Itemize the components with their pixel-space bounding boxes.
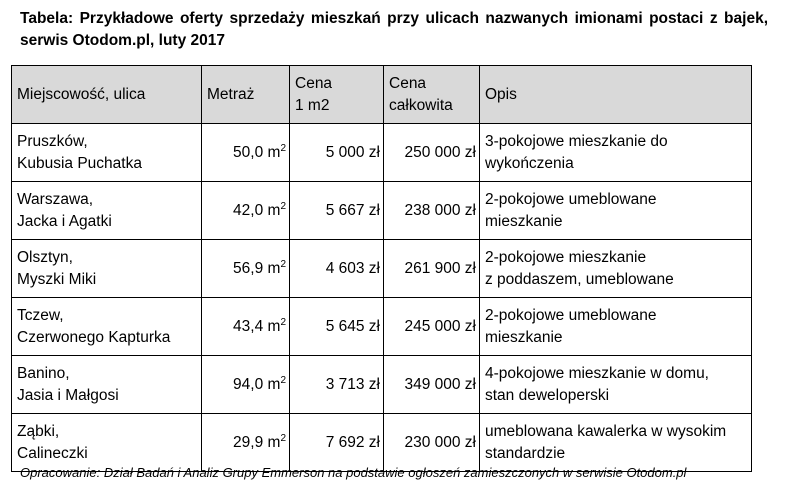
- cell-description: [480, 240, 752, 298]
- city-name: Tczew,: [17, 306, 64, 324]
- area-value: 43,4: [233, 317, 264, 335]
- cell-city-street: [12, 124, 202, 182]
- area-unit: m: [267, 143, 281, 161]
- cell-price-total: 245 000 zł: [384, 298, 480, 356]
- description-line1: umeblowana kawalerka w wysokim: [485, 422, 727, 440]
- header-row: [12, 66, 752, 124]
- description-line1: 2-pokojowe umeblowane: [485, 190, 657, 208]
- city-name: Olsztyn,: [17, 248, 73, 266]
- cell-description: [480, 124, 752, 182]
- header-price-m2: [290, 66, 384, 124]
- cell-description: [480, 356, 752, 414]
- cell-price-m2: 3 713 zł: [290, 356, 384, 414]
- street-name: Jacka i Agatki: [17, 212, 112, 230]
- header-price-m2-line2: 1 m2: [295, 96, 330, 114]
- table-title: Tabela: Przykładowe oferty sprzedaży mieszkań przy ulicach nazwanych imionami postaci z bajek, serwis Otodom.pl, luty 2017: [20, 10, 768, 49]
- area-value: 29,9: [233, 433, 264, 451]
- header-price-total-line2: całkowita: [389, 96, 453, 114]
- cell-city-street: [12, 240, 202, 298]
- cell-price-total: 238 000 zł: [384, 182, 480, 240]
- street-name: Myszki Miki: [17, 270, 97, 288]
- cell-city-street: [12, 298, 202, 356]
- area-unit-exponent: 2: [280, 374, 286, 386]
- area-unit: m: [267, 375, 281, 393]
- description-line2: mieszkanie: [485, 328, 563, 346]
- city-name: Banino,: [17, 364, 70, 382]
- area-value: 42,0: [233, 201, 264, 219]
- cell-price-m2: 7 692 zł: [290, 414, 384, 472]
- cell-area: [202, 414, 290, 472]
- cell-price-m2: 5 667 zł: [290, 182, 384, 240]
- table-row: [12, 298, 752, 356]
- city-name: Warszawa,: [17, 190, 94, 208]
- description-line2: z poddaszem, umeblowane: [485, 270, 674, 288]
- street-name: Jasia i Małgosi: [17, 386, 119, 404]
- area-unit-exponent: 2: [280, 142, 286, 154]
- cell-area: [202, 182, 290, 240]
- header-description: Opis: [480, 66, 752, 124]
- cell-area: [202, 240, 290, 298]
- city-name: Ząbki,: [17, 422, 60, 440]
- description-line2: stan deweloperski: [485, 386, 610, 404]
- header-price-total-line1: Cena: [389, 74, 427, 92]
- cell-price-m2: 5 645 zł: [290, 298, 384, 356]
- cell-price-total: 349 000 zł: [384, 356, 480, 414]
- cell-price-total: 250 000 zł: [384, 124, 480, 182]
- table-row: [12, 124, 752, 182]
- cell-price-total: 230 000 zł: [384, 414, 480, 472]
- header-price-total: [384, 66, 480, 124]
- cell-description: [480, 182, 752, 240]
- header-area: Metraż: [202, 66, 290, 124]
- cell-price-total: 261 900 zł: [384, 240, 480, 298]
- table-row: [12, 240, 752, 298]
- cell-description: [480, 414, 752, 472]
- cell-city-street: [12, 356, 202, 414]
- area-unit-exponent: 2: [280, 258, 286, 270]
- street-name: Calineczki: [17, 444, 88, 462]
- header-city-street: Miejscowość, ulica: [12, 66, 202, 124]
- cell-city-street: [12, 182, 202, 240]
- description-line1: 2-pokojowe mieszkanie: [485, 248, 647, 266]
- cell-city-street: [12, 414, 202, 472]
- street-name: Czerwonego Kapturka: [17, 328, 171, 346]
- area-unit: m: [267, 317, 281, 335]
- area-unit: m: [267, 259, 281, 277]
- cell-area: [202, 356, 290, 414]
- cell-price-m2: 5 000 zł: [290, 124, 384, 182]
- description-line2: standardzie: [485, 444, 566, 462]
- area-unit: m: [267, 201, 281, 219]
- description-line1: 3-pokojowe mieszkanie do: [485, 132, 668, 150]
- table-row: [12, 414, 752, 472]
- header-price-m2-line1: Cena: [295, 74, 333, 92]
- description-line2: mieszkanie: [485, 212, 563, 230]
- cell-area: [202, 298, 290, 356]
- table-row: [12, 182, 752, 240]
- description-line1: 2-pokojowe umeblowane: [485, 306, 657, 324]
- table-row: [12, 356, 752, 414]
- cell-area: [202, 124, 290, 182]
- area-unit-exponent: 2: [280, 432, 286, 444]
- area-value: 94,0: [233, 375, 264, 393]
- area-unit-exponent: 2: [280, 316, 286, 328]
- source-footnote: Opracowanie: Dział Badań i Analiz Grupy Emmerson na podstawie ogłoszeń zamieszczonych w serwisie Otodom.pl: [20, 465, 687, 480]
- description-line1: 4-pokojowe mieszkanie w domu,: [485, 364, 709, 382]
- area-value: 50,0: [233, 143, 264, 161]
- cell-description: [480, 298, 752, 356]
- description-line2: wykończenia: [485, 154, 574, 172]
- cell-price-m2: 4 603 zł: [290, 240, 384, 298]
- offers-table: [11, 65, 752, 472]
- area-unit: m: [267, 433, 281, 451]
- area-unit-exponent: 2: [280, 200, 286, 212]
- area-value: 56,9: [233, 259, 264, 277]
- city-name: Pruszków,: [17, 132, 88, 150]
- street-name: Kubusia Puchatka: [17, 154, 142, 172]
